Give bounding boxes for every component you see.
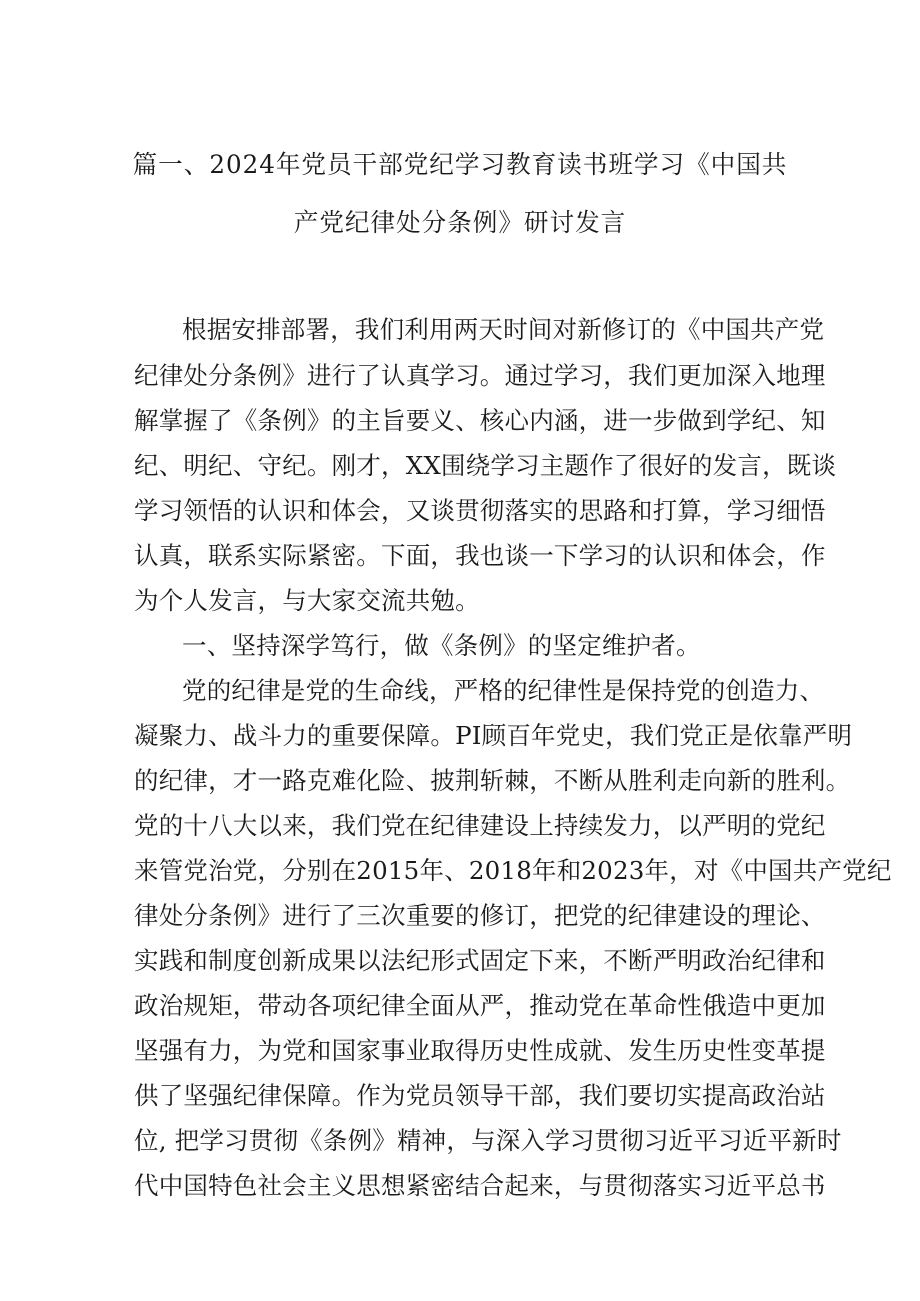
paragraph-line: 律处分条例》进行了三次重要的修订，把党的纪律建设的理论、 xyxy=(134,901,826,930)
paragraph-line: 学习领悟的认识和体会，又谈贯彻落实的思路和打算，学习细悟 xyxy=(134,496,826,525)
document-title-line-2: 产党纪律处分条例》研讨发言 xyxy=(293,208,627,237)
paragraph-line: 坚强有力，为党和国家事业取得历史性成就、发生历史性变革提 xyxy=(134,1036,826,1065)
paragraph-line: 党的纪律是党的生命线，严格的纪律性是保持党的创造力、 xyxy=(182,676,825,705)
paragraph-line: 根据安排部署，我们利用两天时间对新修订的《中国共产党 xyxy=(182,315,825,344)
paragraph-line: 供了坚强纪律保障。作为党员领导干部，我们要切实提高政治站 xyxy=(134,1081,826,1110)
paragraph-line: 纪、明纪、守纪。刚才，XX围绕学习主题作了很好的发言，既谈 xyxy=(134,451,837,480)
document-title-line-1: 篇一、2024年党员干部党纪学习教育读书班学习《中国共 xyxy=(132,150,788,179)
paragraph-line: 为个人发言，与大家交流共勉。 xyxy=(134,586,480,615)
section-heading: 一、坚持深学笃行，做《条例》的坚定维护者。 xyxy=(182,631,701,660)
paragraph-line: 党的十八大以来，我们党在纪律建设上持续发力，以严明的党纪 xyxy=(134,811,826,840)
paragraph-line: 纪律处分条例》进行了认真学习。通过学习，我们更加深入地理 xyxy=(134,361,826,390)
paragraph-line: 位, 把学习贯彻《条例》精神，与深入学习贯彻习近平习近平新时 xyxy=(134,1126,842,1155)
paragraph-line: 解掌握了《条例》的主旨要义、核心内涵，进一步做到学纪、知 xyxy=(134,406,826,435)
paragraph-line: 认真，联系实际紧密。下面，我也谈一下学习的认识和体会，作 xyxy=(134,541,826,570)
paragraph-line: 实践和制度创新成果以法纪形式固定下来，不断严明政治纪律和 xyxy=(134,946,826,975)
paragraph-line: 来管党治党，分别在2015年、2018年和2023年，对《中国共产党纪 xyxy=(134,856,892,885)
paragraph-line: 的纪律，才一路克难化险、披荆斩棘，不断从胜利走向新的胜利。 xyxy=(134,766,851,795)
paragraph-line: 政治规矩，带动各项纪律全面从严，推动党在革命性俄造中更加 xyxy=(134,991,826,1020)
paragraph-line: 代中国特色社会主义思想紧密结合起来，与贯彻落实习近平总书 xyxy=(134,1171,826,1200)
paragraph-line: 凝聚力、战斗力的重要保障。PI顾百年党史，我们党正是依靠严明 xyxy=(134,721,853,750)
